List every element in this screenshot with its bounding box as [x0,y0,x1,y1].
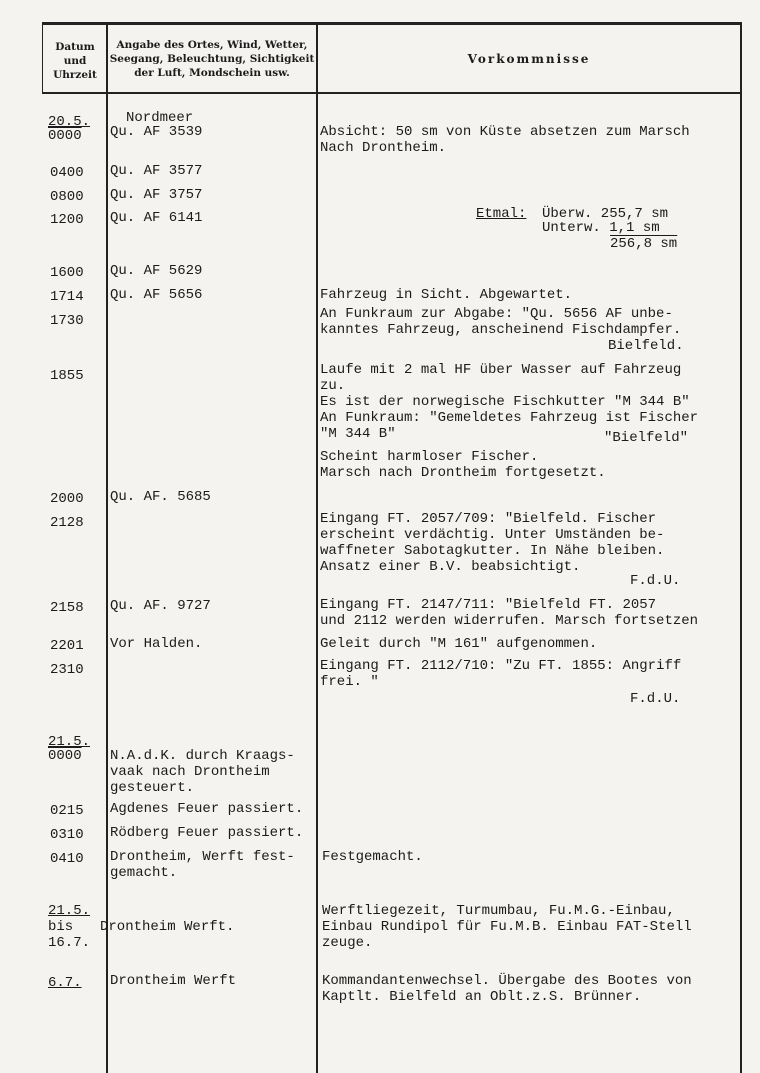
log-entry-text: waffneter Sabotagkutter. In Nähe bleiben. [320,543,665,559]
left-border [42,24,43,94]
log-entry-text: Es ist der norwegische Fischkutter "M 344 B" [320,394,690,410]
log-entry-text: F.d.U. [630,573,681,589]
log-entry-text: Kommandantenwechsel. Übergabe des Bootes von [322,973,692,989]
header-rule [42,92,742,94]
log-entry-text: Überw. 255,7 sm [542,206,669,222]
log-entry-text: Kaptlt. Bielfeld an Oblt.z.S. Brünner. [322,989,642,1005]
log-entry-text: Qu. AF 3577 [110,163,203,179]
log-entry-text: Bielfeld. [608,338,684,354]
log-entry-text: Laufe mit 2 mal HF über Wasser auf Fahrzeug [320,362,682,378]
log-entry-text: Geleit durch "M 161" aufgenommen. [320,636,598,652]
log-entry-text: Vor Halden. [110,636,203,652]
log-entry-text: Eingang FT. 2057/709: "Bielfeld. Fischer [320,511,657,527]
log-entry-text: 1200 [50,212,84,228]
log-entry-text: 0400 [50,165,84,181]
log-entry-text: gesteuert. [110,780,195,796]
header-date-line: Datum [55,41,95,53]
log-entry-text: Ansatz einer B.V. beabsichtigt. [320,559,581,575]
log-entry-text: 256,8 sm [610,236,678,252]
log-entry-text: 0310 [50,827,84,843]
log-entry-text: F.d.U. [630,691,681,707]
log-entry-text: Nordmeer [126,110,194,126]
log-entry-text: Einbau Rundipol für Fu.M.B. Einbau FAT-Stell [322,919,692,935]
log-entry-text: Drontheim Werft. [100,919,235,935]
header-events [318,52,740,66]
log-entry-text: 2201 [50,638,84,654]
header-date-line: Uhrzeit [53,69,97,81]
header-date-line: und [63,55,87,67]
log-entry-text: Qu. AF. 5685 [110,489,211,505]
log-entry-text: 2000 [50,491,84,507]
log-entry-text: Werftliegezeit, Turmumbau, Fu.M.G.-Einbau, [322,903,675,919]
log-entry-text: 16.7. [48,935,91,951]
log-entry-text: 0000 [48,128,82,144]
log-entry-text: zeuge. [322,935,373,951]
log-entry-text: Qu. AF 3757 [110,187,203,203]
right-border [740,24,742,1073]
top-rule [42,22,742,25]
log-entry-text: erscheint verdächtig. Unter Umständen be- [320,527,665,543]
log-entry-text: Qu. AF 5656 [110,287,203,303]
log-entry-text: bis [48,919,74,935]
log-entry-text: Eingang FT. 2112/710: "Zu FT. 1855: Angriff [320,658,682,674]
log-entry-text: 21.5. [48,734,91,750]
log-entry-text: 0215 [50,803,84,819]
log-entry-text: Etmal: [476,206,527,222]
log-entry-text: und 2112 werden widerrufen. Marsch fortsetzen [320,613,699,629]
log-entry-text: 1714 [50,289,84,305]
log-entry-text: Marsch nach Drontheim fortgesetzt. [320,465,606,481]
log-entry-text: Nach Drontheim. [320,140,447,156]
log-entry-text: vaak nach Drontheim [110,764,270,780]
log-entry-text: 1855 [50,368,84,384]
log-entry-text: gemacht. [110,865,178,881]
column-divider-1 [106,24,108,1073]
log-entry-text: Unterw. 1,1 sm [542,220,660,236]
log-entry-text: Drontheim, Werft fest- [110,849,295,865]
log-entry-text: "Bielfeld" [604,430,689,446]
header-location-line: Angabe des Ortes, Wind, Wetter, [116,39,308,51]
log-entry-text: Absicht: 50 sm von Küste absetzen zum Marsch [320,124,690,140]
log-entry-text: 2128 [50,515,84,531]
log-entry-text: zu. [320,378,346,394]
header-location-line: der Luft, Mondschein usw. [134,67,290,79]
header-location-weather [108,38,316,80]
log-entry-text: Festgemacht. [322,849,423,865]
log-entry-text: 6.7. [48,975,82,991]
log-entry-text: Rödberg Feuer passiert. [110,825,304,841]
log-entry-text: 1600 [50,265,84,281]
log-entry-text: Scheint harmloser Fischer. [320,449,539,465]
log-entry-text: Qu. AF 6141 [110,210,203,226]
header-location-line: Seegang, Beleuchtung, Sichtigkeit [109,53,315,65]
log-entry-text: Qu. AF. 9727 [110,598,211,614]
log-entry-text: 21.5. [48,903,91,919]
log-entry-text: An Funkraum zur Abgabe: "Qu. 5656 AF unbe- [320,306,673,322]
log-entry-text: Eingang FT. 2147/711: "Bielfeld FT. 2057 [320,597,657,613]
log-entry-text: N.A.d.K. durch Kraags- [110,748,295,764]
log-entry-text: "M 344 B" [320,426,396,442]
log-entry-text: An Funkraum: "Gemeldetes Fahrzeug ist Fischer [320,410,699,426]
log-entry-text: Qu. AF 3539 [110,124,203,140]
log-entry-text: 2310 [50,662,84,678]
log-entry-text: Fahrzeug in Sicht. Abgewartet. [320,287,573,303]
log-entry-text: kanntes Fahrzeug, anscheinend Fischdampfer. [320,322,682,338]
column-divider-2 [316,24,318,1073]
log-entry-text: frei. " [320,674,379,690]
log-entry-text: Agdenes Feuer passiert. [110,801,304,817]
log-entry-text: 0800 [50,189,84,205]
log-entry-text: 1730 [50,313,84,329]
header-date-time [44,40,106,82]
log-entry-text: 0410 [50,851,84,867]
log-entry-text: Drontheim Werft [110,973,237,989]
header-events-label: Vorkommnisse [467,52,591,66]
log-entry-text: 0000 [48,748,82,764]
log-entry-text: Qu. AF 5629 [110,263,203,279]
log-entry-text: 2158 [50,600,84,616]
log-entry-text: 20.5. [48,114,91,130]
